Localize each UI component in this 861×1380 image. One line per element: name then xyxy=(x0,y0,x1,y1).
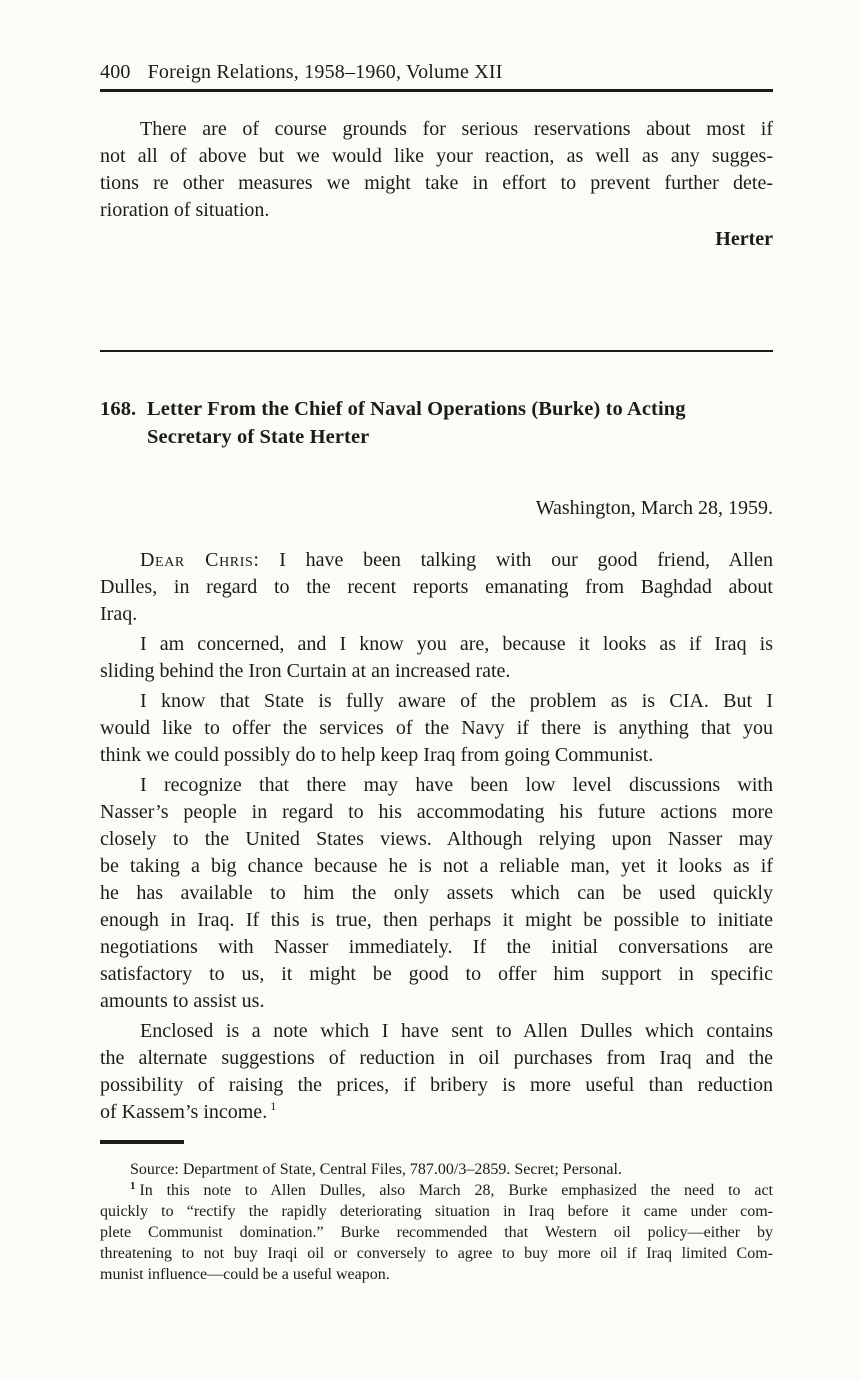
paragraph xyxy=(100,688,773,769)
text-line xyxy=(100,631,773,658)
text-line xyxy=(100,799,773,826)
text-line xyxy=(100,961,773,988)
text-segment: There are of course grounds for serious reservations about most if xyxy=(140,118,773,140)
text-line xyxy=(100,1222,773,1243)
text-segment: threatening to not buy Iraqi oil or conversely to agree to buy more oil if Iraq limited Com- xyxy=(100,1245,773,1262)
text-segment: satisfactory to us, it might be good to offer him support in specific xyxy=(100,963,773,985)
text-line xyxy=(100,197,773,224)
text-line xyxy=(100,1159,773,1180)
text-segment: not all of above but we would like your reaction, as well as any sugges- xyxy=(100,145,773,167)
text-segment: he has available to him the only assets which can be used quickly xyxy=(100,882,773,904)
text-segment: I know that State is fully aware of the problem as is CIA. But I xyxy=(140,690,773,712)
text-segment: Source: Department of State, Central Files, 787.00/3–2859. Secret; Personal. xyxy=(130,1161,622,1178)
text-line xyxy=(100,1099,773,1126)
text-segment: negotiations with Nasser immediately. If the initial conversations are xyxy=(100,936,773,958)
paragraph xyxy=(100,631,773,685)
paragraph xyxy=(100,1180,773,1285)
text-line xyxy=(100,742,773,769)
text-segment: Dear Chris: xyxy=(140,549,260,571)
text-line xyxy=(100,1072,773,1099)
volume-title: Foreign Relations, 1958–1960, Volume XII xyxy=(147,61,503,83)
text-line xyxy=(100,1243,773,1264)
text-segment: think we could possibly do to help keep Iraq from going Communist. xyxy=(100,744,654,766)
text-line xyxy=(100,574,773,601)
document-number: 168. xyxy=(100,398,137,420)
text-segment: of Kassem’s income. xyxy=(100,1101,268,1123)
paragraph xyxy=(100,772,773,1015)
paragraph xyxy=(100,547,773,628)
text-line xyxy=(100,116,773,143)
dateline: Washington, March 28, 1959. xyxy=(535,497,773,519)
document-heading xyxy=(100,395,773,451)
text-line xyxy=(100,170,773,197)
text-line xyxy=(100,143,773,170)
text-segment: rioration of situation. xyxy=(100,199,270,221)
text-segment: Enclosed is a note which I have sent to Allen Dulles which contains xyxy=(140,1020,773,1042)
section-divider-rule xyxy=(100,350,773,352)
text-line xyxy=(100,688,773,715)
page-number: 400 xyxy=(100,61,131,83)
text-segment: Dulles, in regard to the recent reports emanating from Baghdad about xyxy=(100,576,773,598)
paragraph xyxy=(100,1159,773,1180)
text-segment: plete Communist domination.” Burke recommended that Western oil policy—either by xyxy=(100,1224,773,1241)
text-segment: Iraq. xyxy=(100,603,138,625)
text-line xyxy=(100,907,773,934)
document-title-line-1: Letter From the Chief of Naval Operations (Burke) to Acting xyxy=(147,398,686,420)
document-168 xyxy=(100,395,773,1126)
text-line xyxy=(100,601,773,628)
document-title xyxy=(147,395,773,451)
text-segment: I recognize that there may have been low level discussions with xyxy=(140,774,773,796)
text-segment: amounts to assist us. xyxy=(100,990,265,1012)
text-line xyxy=(100,988,773,1015)
text-segment: In this note to Allen Dulles, also March 28, Burke emphasized the need to act xyxy=(139,1182,773,1199)
text-line xyxy=(100,934,773,961)
text-line xyxy=(100,826,773,853)
text-segment: munist influence—could be a useful weapon. xyxy=(100,1266,390,1283)
text-line xyxy=(100,658,773,685)
text-segment: enough in Iraq. If this is true, then perhaps it might be possible to initiate xyxy=(100,909,773,931)
text-line xyxy=(100,1264,773,1285)
text-segment: quickly to “rectify the rapidly deteriorating situation in Iraq before it came under com- xyxy=(100,1203,773,1220)
text-line xyxy=(100,1201,773,1222)
text-line xyxy=(100,715,773,742)
text-line xyxy=(100,1045,773,1072)
footnote-reference: 1 xyxy=(130,1179,136,1192)
text-line xyxy=(100,547,773,574)
signature: Herter xyxy=(715,228,773,250)
text-line xyxy=(100,880,773,907)
letter-body xyxy=(100,547,773,1126)
text-line xyxy=(100,1018,773,1045)
previous-document-end xyxy=(100,116,773,253)
footnote-text xyxy=(100,1159,773,1285)
text-line xyxy=(100,853,773,880)
footnotes-block xyxy=(100,1140,773,1285)
text-segment: I am concerned, and I know you are, because it looks as if Iraq is xyxy=(140,633,773,655)
footnote-reference: 1 xyxy=(270,1099,277,1114)
document-title-line-2: Secretary of State Herter xyxy=(147,426,370,448)
closing-paragraph xyxy=(100,116,773,224)
paragraph xyxy=(100,116,773,224)
text-segment: would like to offer the services of the Navy if there is anything that you xyxy=(100,717,773,739)
text-segment: be taking a big chance because he is not a reliable man, yet it looks as if xyxy=(100,855,773,877)
text-segment: sliding behind the Iron Curtain at an increased rate. xyxy=(100,660,511,682)
running-header xyxy=(100,60,773,92)
paragraph xyxy=(100,1018,773,1126)
text-line xyxy=(100,772,773,799)
text-segment: I have been talking with our good friend, Allen xyxy=(259,549,774,571)
text-line xyxy=(100,1180,773,1201)
text-segment: the alternate suggestions of reduction in oil purchases from Iraq and the xyxy=(100,1047,773,1069)
text-segment: tions re other measures we might take in effort to prevent further dete- xyxy=(100,172,773,194)
text-segment: possibility of raising the prices, if bribery is more useful than reduction xyxy=(100,1074,773,1096)
text-segment: closely to the United States views. Although relying upon Nasser may xyxy=(100,828,773,850)
footnote-rule xyxy=(100,1140,184,1144)
text-segment: Nasser’s people in regard to his accommodating his future actions more xyxy=(100,801,773,823)
